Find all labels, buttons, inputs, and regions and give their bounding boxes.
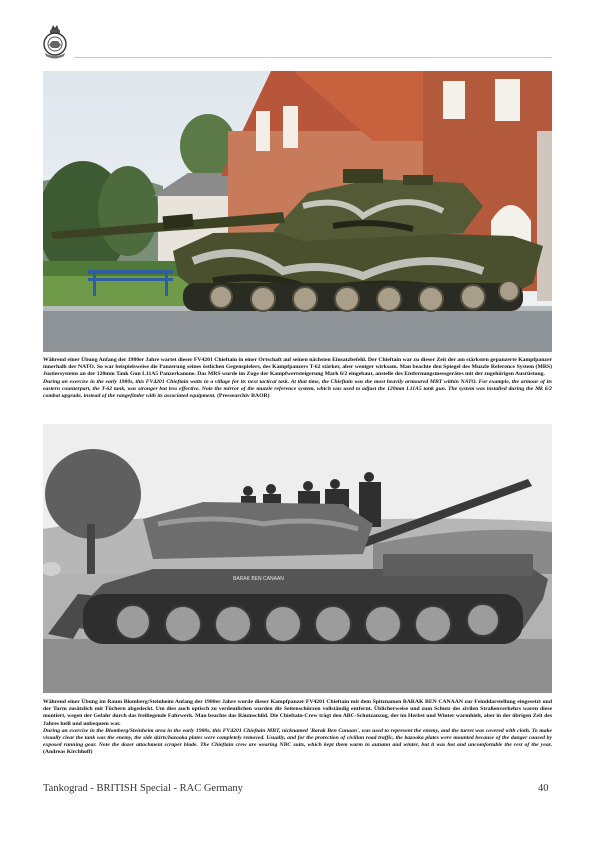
hull-marking: BARAK BEN CANAAN <box>233 576 284 582</box>
footer-publication-title: Tankograd - BRITISH Special - RAC Germany <box>43 783 243 794</box>
caption-english <box>43 728 552 757</box>
caption-english <box>43 379 552 401</box>
photo-credit: (Pressearchiv BAOR) <box>217 393 270 400</box>
photo-chieftain-village <box>43 71 552 352</box>
regimental-crest-icon <box>40 22 70 60</box>
caption-german: Während einer Übung Anfang der 1980er Jahre wartet dieser FV4201 Chieftain in einer Ortschaft auf seinen nächsten Einsatzbefehl. Der Chieftain war zu dieser Zeit der am stärksten gepanzerte Kampfpanzer innerhalb der NATO. So war beispielsweise die Panzerung seines östlichen Gegenspielers, des Kampfpanzers T-62 stärker, aber weniger wirksam. Man beachte den Spiegel des Muzzle Reference System (MRS) Justiersystems an der 120mm Tank Gun L11A5 Panzerkanone. Das MRS wurde im Zuge der Kampfwertsteigerung Mark 6/2 eingebaut, anstelle des Entfernungsmessgerätes mit der zugehörigen Ausrüstung. <box>43 357 552 378</box>
caption-photo-2 <box>43 699 552 757</box>
photo-chieftain-barak-ben-canaan <box>43 424 552 693</box>
caption-photo-1 <box>43 357 552 400</box>
page-number: 40 <box>538 783 549 794</box>
caption-english-text: During an exercise in the early 1980s, this FV4201 Chieftain waits in a village for its next tactical task. At that time, the Chieftain was the most heavily armoured MBT within NATO. For example, the armour of its eastern counterpart, the T-62 tank, was stronger but less effective. Note the mirror of the muzzle reference system, which was used to adjust the 120mm L11A5 tank gun. The system was installed during the Mk 6/2 combat upgrade, instead of the rangefinder with its associated equipment. <box>43 378 552 400</box>
header-rule <box>74 57 552 58</box>
photo-credit: (Andreas Kirchhoff) <box>43 749 93 756</box>
caption-german: Während einer Übung im Raum Blomberg/Steinheim Anfang der 1980er Jahre wurde dieser Kampfpanzer FV4201 Chieftain mit dem Spitznamen BARAK BEN CANAAN zur Feinddarstellung eingesetzt und der Turm zusätzlich mit Tüchern abgedeckt. Um dies auch optisch zu verdeutlichen wurden die Seitenschürzen vollständig entfernt. Üblicherweise und zum Schutz des zivilen Straßenverkehrs waren diese montiert, wegen der Gefahr durch das freiliegende Fahrwerk. Man beachte das Räumschild. Die Chieftain-Crew trägt den ABC-Schutzanzug, der im Herbst und Winter warmhielt, aber in der übrigen Zeit des Jahres heiß und unbequem war. <box>43 699 552 727</box>
caption-english-text: During an exercise in the Blomberg/Steinheim area in the early 1980s, this FV4201 Chieftain MBT, nicknamed 'Barak Ben Canaan', was used to represent the enemy, and the turret was covered with cloth. To make visually clear the tank was the enemy, the side skirts/bazooka plates were completely removed. Usually, and for the protection of civilian road traffic, the bazooka plates were mounted because of the danger caused by exposed running gear. Note the dozer attachment scraper blade. The Chieftain crew are wearing NBC suits, which kept them warm in autumn and winter, but it was hot and uncomfortable the rest of the year. <box>43 727 552 749</box>
